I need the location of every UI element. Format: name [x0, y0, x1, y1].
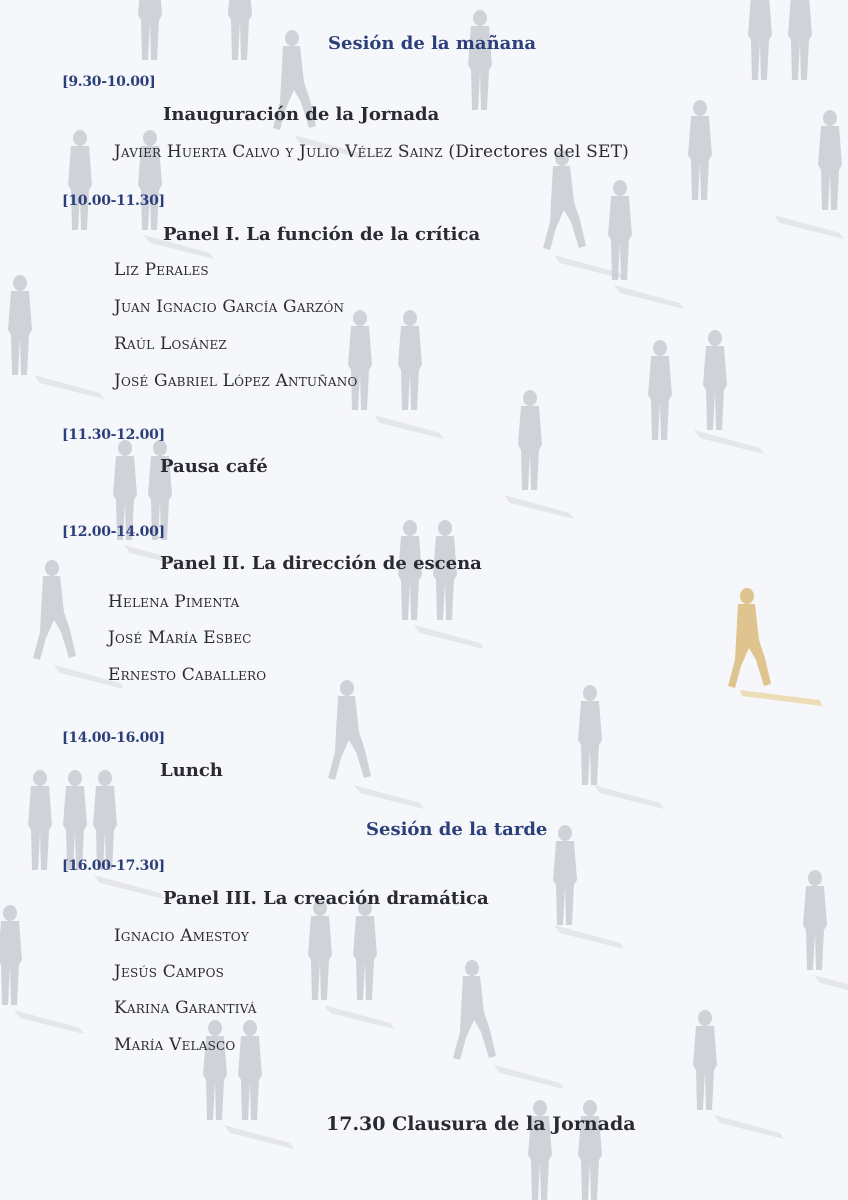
speaker-item: Ernesto Caballero — [108, 665, 267, 685]
speaker-item: Liz Perales — [114, 260, 209, 280]
time-slot-4: [12.00-14.00] — [62, 524, 165, 540]
slot-title-panel-1: Panel I. La función de la crítica — [163, 224, 481, 245]
time-slot-6: [16.00-17.30] — [62, 858, 165, 874]
speaker-item: María Velasco — [114, 1035, 236, 1055]
speaker-item: José María Esbec — [108, 628, 252, 648]
speaker-item: Jesús Campos — [114, 962, 225, 982]
slot-title-panel-3: Panel III. La creación dramática — [163, 888, 489, 909]
slot-title-panel-2: Panel II. La dirección de escena — [160, 553, 482, 574]
speaker-item: Ignacio Amestoy — [114, 926, 249, 946]
time-slot-3: [11.30-12.00] — [62, 427, 165, 443]
speaker-item: Juan Ignacio García Garzón — [114, 297, 345, 317]
morning-session-heading: Sesión de la mañana — [328, 33, 537, 54]
slot-title-coffee: Pausa café — [160, 456, 268, 477]
speaker-item: José Gabriel López Antuñano — [114, 371, 358, 391]
speaker-name: Javier Huerta Calvo y Julio Vélez Sainz — [114, 142, 443, 162]
speaker-directors — [114, 142, 629, 162]
speaker-role: (Directores del SET) — [448, 142, 629, 162]
time-slot-2: [10.00-11.30] — [62, 193, 165, 209]
speaker-item: Raúl Losánez — [114, 334, 227, 354]
slot-title-inauguration: Inauguración de la Jornada — [163, 104, 440, 125]
speaker-item: Helena Pimenta — [108, 592, 240, 612]
slot-title-lunch: Lunch — [160, 760, 223, 781]
speaker-item: Karina Garantivá — [114, 998, 257, 1018]
closing-line: 17.30 Clausura de la Jornada — [326, 1113, 636, 1135]
time-slot-5: [14.00-16.00] — [62, 730, 165, 746]
time-slot-1: [9.30-10.00] — [62, 74, 156, 90]
afternoon-session-heading: Sesión de la tarde — [366, 819, 548, 840]
